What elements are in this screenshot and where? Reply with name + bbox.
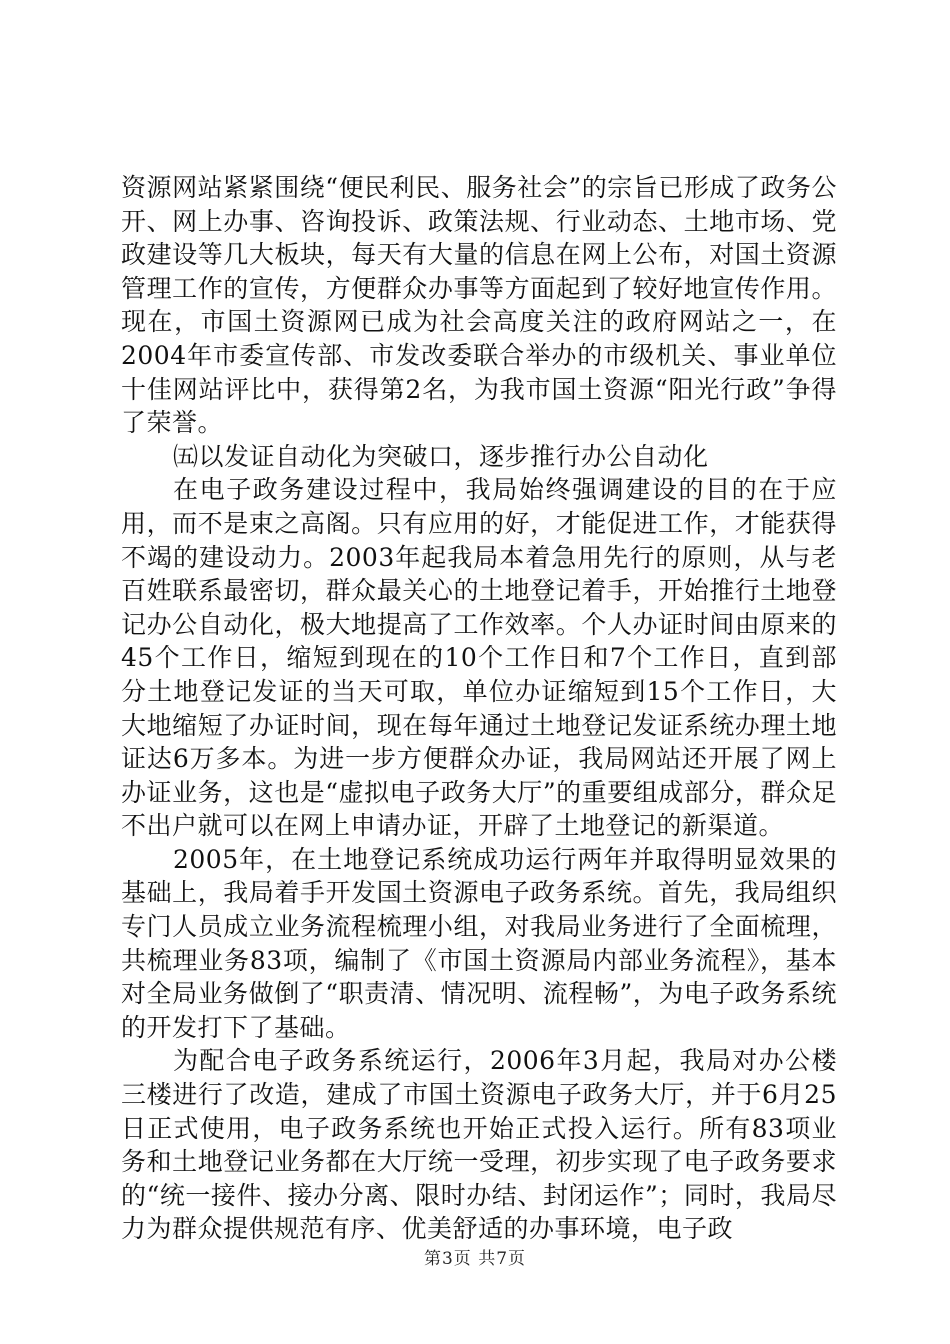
- section-heading-5: ㈤以发证自动化为突破口，逐步推行办公自动化: [173, 441, 709, 471]
- paragraph-2006-hall: 为配合电子政务系统运行，2006年3月起，我局对办公楼三楼进行了改造，建成了市国土资源电子政务大厅，并于6月25日正式使用，电子政务系统也开始正式投入运行。所有83项业务和土地登记业务都在大厅统一受理，初步实现了电子政务要求的“统一接件、接办分离、限时办结、封闭运作”；同时，我局尽力为群众提供规范有序、优美舒适的办事环境，电子政: [121, 1046, 837, 1244]
- paragraph-2005-system: 2005年，在土地登记系统成功运行两年并取得明显效果的基础上，我局着手开发国土资源电子政务系统。首先，我局组织专门人员成立业务流程梳理小组，对我局业务进行了全面梳理，共梳理业务83项，编制了《市国土资源局内部业务流程》，基本对全局业务做倒了“职责清、情况明、流程畅”，为电子政务系统的开发打下了基础。: [121, 844, 837, 1042]
- paragraph-land-registration: 在电子政务建设过程中，我局始终强调建设的目的在于应用，而不是束之高阁。只有应用的好，才能促进工作，才能获得不竭的建设动力。2003年起我局本着急用先行的原则，从与老百姓联系最密切，群众最关心的土地登记着手，开始推行土地登记办公自动化，极大地提高了工作效率。个人办证时间由原来的45个工作日，缩短到现在的10个工作日和7个工作日，直到部分土地登记发证的当天可取，单位办证缩短到15个工作日，大大地缩短了办证时间，现在每年通过土地登记发证系统办理土地证达6万多本。为进一步方便群众办证，我局网站还开展了网上办证业务，这也是“虚拟电子政务大厅”的重要组成部分，群众足不出户就可以在网上申请办证，开辟了土地登记的新渠道。: [121, 475, 837, 841]
- paragraph-website: 资源网站紧紧围绕“便民利民、服务社会”的宗旨已形成了政务公开、网上办事、咨询投诉、政策法规、行业动态、土地市场、党政建设等几大板块，每天有大量的信息在网上公布，对国土资源管理工作的宣传，方便群众办事等方面起到了较好地宣传作用。现在，市国土资源网已成为社会高度关注的政府网站之一，在2004年市委宣传部、市发改委联合举办的市级机关、事业单位十佳网站评比中，获得第2名，为我市国土资源“阳光行政”争得了荣誉。: [121, 173, 837, 438]
- page-number-footer: 第3页 共7页: [423, 1249, 527, 1269]
- document-body: [121, 171, 837, 1246]
